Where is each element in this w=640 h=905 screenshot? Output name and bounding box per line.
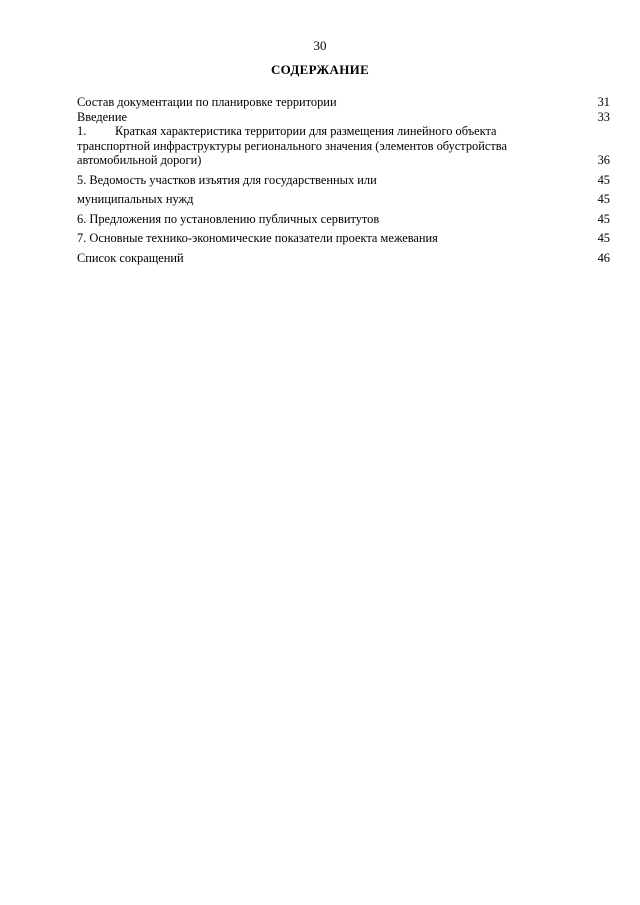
toc-entry (77, 192, 610, 207)
toc-entry-text: Состав документации по планировке территории (77, 95, 337, 109)
page-title: СОДЕРЖАНИЕ (270, 62, 370, 77)
toc-entry-text: 7. Основные технико-экономические показатели проекта межевания (77, 231, 438, 245)
toc-entry-page: 45 (597, 172, 610, 187)
toc-entry-text: 6. Предложения по установлению публичных сервитутов (77, 211, 380, 226)
toc-entry-page: 45 (597, 231, 610, 245)
toc-entry-page: 31 (597, 95, 610, 109)
toc-entry (77, 212, 610, 227)
table-of-contents (77, 95, 610, 265)
toc-entry-page: 45 (597, 192, 610, 206)
toc-entry-text (77, 124, 586, 168)
toc-entry-line-2: транспортной инфраструктуры регионального значения (элементов обустройства (77, 138, 507, 153)
toc-entry (77, 110, 610, 125)
toc-entry-text: Введение (77, 109, 127, 124)
toc-entry (77, 251, 610, 266)
toc-entry-page: 45 (597, 211, 610, 226)
toc-entry (77, 124, 610, 168)
toc-entry-text: муниципальных нужд (77, 192, 194, 206)
toc-entry-number: 1. (77, 124, 87, 138)
toc-entry (77, 231, 610, 246)
toc-entry-text: 5. Ведомость участков изъятия для государственных или (77, 172, 377, 187)
toc-entry-text: Список сокращений (77, 250, 184, 265)
toc-entry-page: 36 (597, 153, 610, 167)
toc-entry (77, 95, 610, 110)
toc-entry-page: 33 (597, 109, 610, 124)
toc-entry (77, 173, 610, 188)
toc-entry-line-3: автомобильной дороги) (77, 153, 202, 167)
toc-entry-page: 46 (597, 250, 610, 265)
page-number: 30 (313, 38, 327, 53)
toc-entry-line-1: Краткая характеристика территории для размещения линейного объекта (115, 124, 497, 138)
